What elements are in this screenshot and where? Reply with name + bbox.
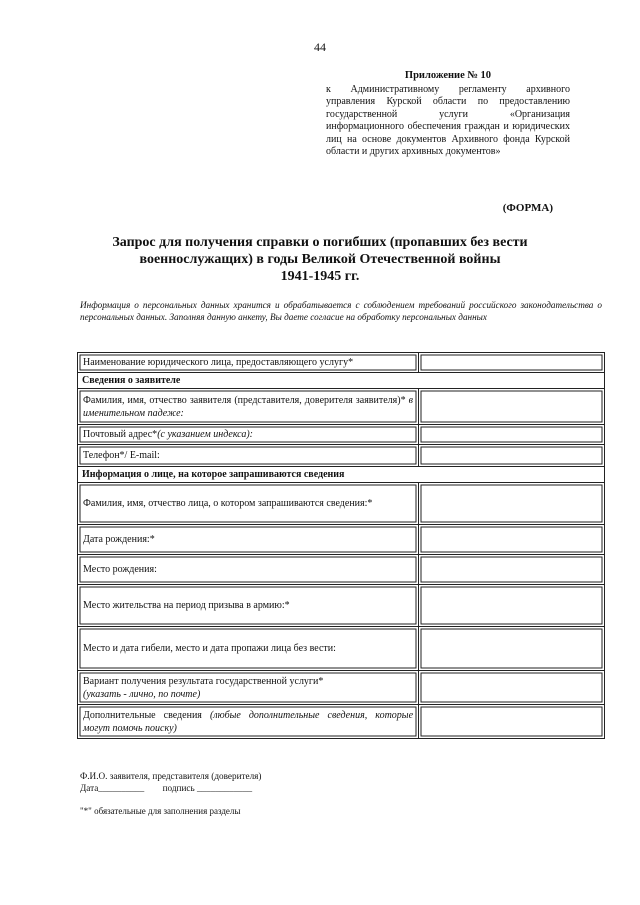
residence-field[interactable] — [419, 585, 605, 627]
birth-place-field[interactable] — [419, 555, 605, 585]
death-place-field[interactable] — [419, 627, 605, 671]
form-row-organization — [78, 353, 605, 373]
death-place-label: Место и дата гибели, место и дата пропажи лица без вести: — [78, 627, 419, 671]
form-row-result-variant — [78, 671, 605, 705]
required-footnote: "*" обязательные для заполнения разделы — [80, 806, 241, 816]
appendix-block — [326, 70, 570, 159]
document-title — [100, 234, 540, 285]
signer-label: Ф.И.О. заявителя, представителя (доверителя) — [80, 771, 262, 781]
title-line-3: 1941-1945 гг. — [280, 269, 360, 284]
form-row-residence — [78, 585, 605, 627]
title-line-2: военнослужащих) в годы Великой Отечественной войны — [139, 252, 501, 267]
request-form-table — [77, 352, 605, 739]
additional-field[interactable] — [419, 705, 605, 739]
result-variant-field[interactable] — [419, 671, 605, 705]
form-row-phone — [78, 445, 605, 467]
additional-label — [78, 705, 419, 739]
form-row-postal-address — [78, 425, 605, 445]
result-variant-label — [78, 671, 419, 705]
form-row-birth-place — [78, 555, 605, 585]
postal-address-text: Почтовый адрес* — [83, 429, 158, 440]
org-field[interactable] — [419, 353, 605, 373]
form-row-death-place — [78, 627, 605, 671]
form-row-person-name — [78, 483, 605, 525]
birth-date-label: Дата рождения:* — [78, 525, 419, 555]
postal-address-label — [78, 425, 419, 445]
additional-text: Дополнительные сведения — [83, 709, 202, 721]
result-variant-hint: (указать - лично, по почте) — [83, 688, 201, 700]
consent-text: Информация о персональных данных хранится и обрабатывается с соблюдением требований российского законодательства о персональных данных. Заполняя данную анкету, Вы даете согласие на обработку персональных данных — [80, 300, 602, 322]
title-line-1: Запрос для получения справки о погибших (пропавших без вести — [112, 235, 528, 250]
person-name-text: Фамилия, имя, отчество лица, о котором запрашиваются сведения:* — [83, 498, 373, 509]
applicant-name-field[interactable] — [419, 389, 605, 425]
appendix-text: к Административному регламенту архивного управления Курской области по предоставлению государственной услуги «Организация информационного обеспечения граждан и юридических лиц на основе документов Архивного фонда Курской области и других архивных документов» — [326, 83, 570, 157]
residence-label: Место жительства на период призыва в армию:* — [78, 585, 419, 627]
section-row-applicant — [78, 373, 605, 389]
form-row-applicant-name — [78, 389, 605, 425]
postal-address-hint: (с указанием индекса): — [157, 429, 253, 440]
phone-field[interactable] — [419, 445, 605, 467]
form-row-birth-date — [78, 525, 605, 555]
phone-label: Телефон*/ E-mail: — [78, 445, 419, 467]
form-row-additional — [78, 705, 605, 739]
additional-hint: (любые дополнительные сведения, которые могут помочь поиску) — [83, 709, 414, 734]
date-signature-line: Дата__________ подпись ____________ — [80, 783, 253, 793]
form-label: (ФОРМА) — [502, 202, 553, 214]
appendix-title: Приложение № 10 — [404, 70, 492, 81]
person-name-label — [78, 483, 419, 525]
section-applicant-header: Сведения о заявителе — [78, 373, 605, 389]
page-number: 44 — [314, 40, 326, 54]
org-label: Наименование юридического лица, предоставляющего услугу* — [78, 353, 419, 373]
birth-place-label: Место рождения: — [78, 555, 419, 585]
signature-block — [80, 770, 261, 794]
applicant-name-label — [78, 389, 419, 425]
applicant-name-text: Фамилия, имя, отчество заявителя (представителя, доверителя заявителя)* — [83, 394, 406, 406]
postal-address-field[interactable] — [419, 425, 605, 445]
applicant-name-hint: в именительном падеже: — [83, 394, 414, 419]
result-variant-text: Вариант получения результата государственной услуги* — [83, 675, 324, 687]
birth-date-field[interactable] — [419, 525, 605, 555]
person-name-field[interactable] — [419, 483, 605, 525]
section-person-header: Информация о лице, на которое запрашиваются сведения — [78, 467, 605, 483]
section-row-person — [78, 467, 605, 483]
